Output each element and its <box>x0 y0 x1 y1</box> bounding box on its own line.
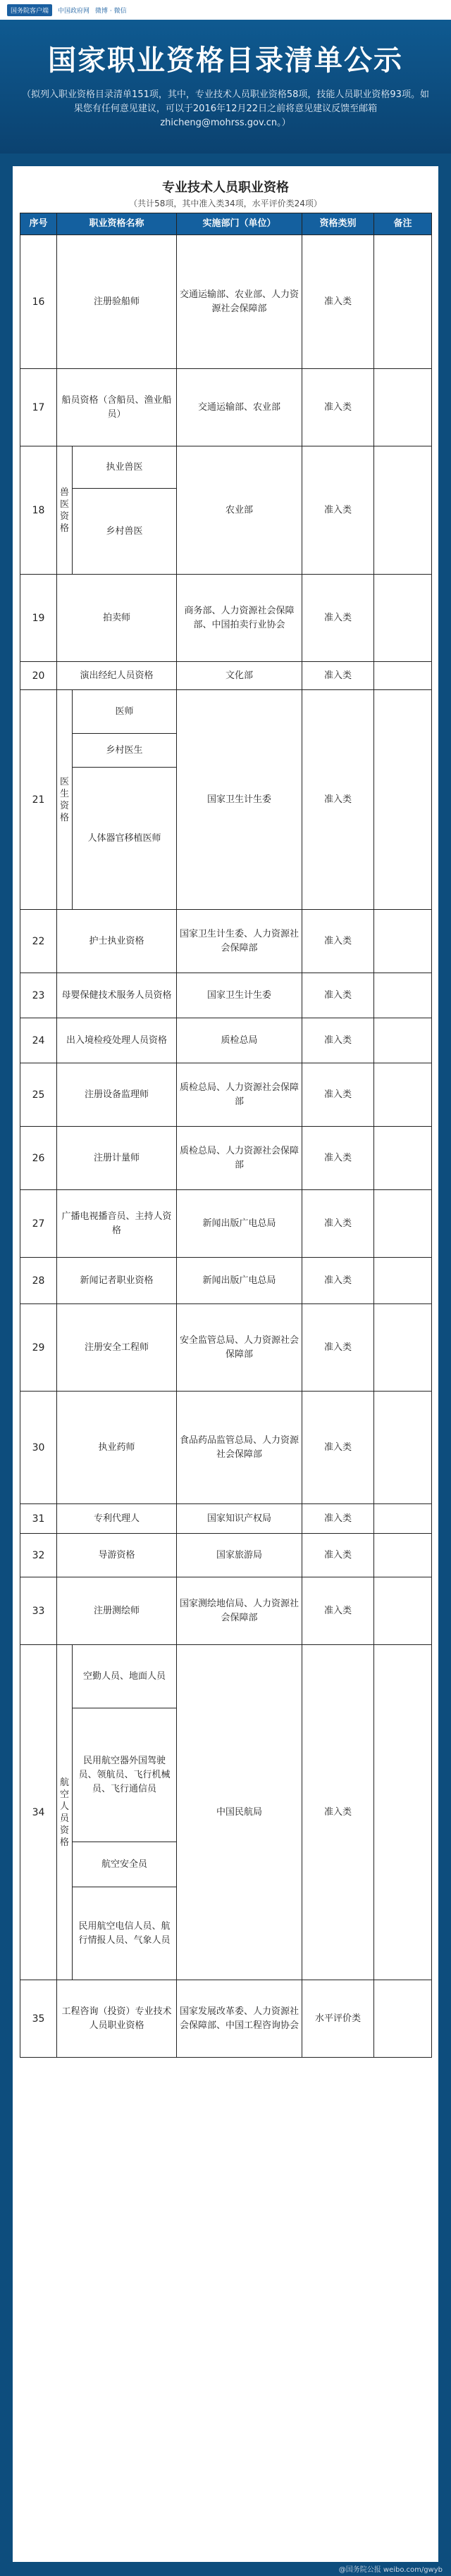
cell-department: 农业部 <box>177 446 302 575</box>
intro-note: （拟列入职业资格目录清单151项，其中，专业技术人员职业资格58项，技能人员职业资格93项。如果您有任何意见建议，可以于2016年12月22日之前将意见建议反馈至邮箱zhicheng@mohrss.gov.cn。） <box>22 89 429 128</box>
cell-department: 国家卫生计生委 <box>177 690 302 910</box>
cell-qualification-name: 船员资格（含船员、渔业船员） <box>57 369 177 446</box>
cell-department: 新闻出版广电总局 <box>177 1258 302 1304</box>
cell-number: 25 <box>20 1063 57 1127</box>
cell-category: 准入类 <box>302 1534 374 1577</box>
cell-department: 交通运输部、农业部、人力资源社会保障部 <box>177 235 302 369</box>
cell-number: 16 <box>20 235 57 369</box>
app-logo: 国务院客户端 <box>7 4 52 16</box>
cell-number: 34 <box>20 1645 57 1980</box>
watermark-text: @国务院公报 weibo.com/gwyb <box>338 2566 443 2574</box>
cell-department: 质检总局、人力资源社会保障部 <box>177 1063 302 1127</box>
cell-department: 国家测绘地信局、人力资源社会保障部 <box>177 1577 302 1645</box>
cell-qualification-name: 执业药师 <box>57 1392 177 1504</box>
header-name: 职业资格名称 <box>57 213 177 235</box>
cell-category: 准入类 <box>302 1127 374 1190</box>
cell-remark <box>374 1980 432 2058</box>
section-title: 专业技术人员职业资格 <box>162 180 289 195</box>
cell-sub-qualification: 民用航空电信人员、航行情报人员、气象人员 <box>73 1887 177 1980</box>
table-row <box>20 1577 432 1645</box>
cell-remark <box>374 690 432 910</box>
table-row <box>20 1392 432 1504</box>
table-row <box>20 1063 432 1127</box>
cell-remark <box>374 1018 432 1063</box>
cell-remark <box>374 575 432 662</box>
cell-number: 23 <box>20 973 57 1018</box>
cell-department: 新闻出版广电总局 <box>177 1190 302 1258</box>
cell-department: 国家知识产权局 <box>177 1504 302 1534</box>
cell-number: 22 <box>20 910 57 973</box>
cell-sub-qualification: 航空安全员 <box>73 1842 177 1887</box>
cell-category: 准入类 <box>302 235 374 369</box>
table-row <box>20 446 432 489</box>
cell-department: 安全监管总局、人力资源社会保障部 <box>177 1304 302 1392</box>
cell-qualification-name: 专利代理人 <box>57 1504 177 1534</box>
cell-qualification-name: 护士执业资格 <box>57 910 177 973</box>
cell-category: 准入类 <box>302 1304 374 1392</box>
cell-qualification-name: 注册设备监理师 <box>57 1063 177 1127</box>
cell-sub-qualification: 人体器官移植医师 <box>73 768 177 910</box>
cell-category: 准入类 <box>302 1577 374 1645</box>
cell-qualification-name: 拍卖师 <box>57 575 177 662</box>
cell-number: 19 <box>20 575 57 662</box>
cell-number: 26 <box>20 1127 57 1190</box>
cell-qualification-name: 母婴保健技术服务人员资格 <box>57 973 177 1018</box>
cell-department: 中国民航局 <box>177 1645 302 1980</box>
table-row <box>20 1190 432 1258</box>
table-row <box>20 369 432 446</box>
table-row <box>20 690 432 734</box>
cell-category: 准入类 <box>302 973 374 1018</box>
hero-banner <box>0 20 451 154</box>
cell-category: 准入类 <box>302 1258 374 1304</box>
cell-remark <box>374 1577 432 1645</box>
cell-number: 21 <box>20 690 57 910</box>
cell-qualification-name: 新闻记者职业资格 <box>57 1258 177 1304</box>
cell-department: 国家旅游局 <box>177 1534 302 1577</box>
cell-remark <box>374 1127 432 1190</box>
cell-number: 17 <box>20 369 57 446</box>
table-row <box>20 1127 432 1190</box>
cell-qualification-name: 出入境检疫处理人员资格 <box>57 1018 177 1063</box>
cell-sub-qualification: 乡村兽医 <box>73 489 177 575</box>
cell-remark <box>374 1645 432 1980</box>
cell-category: 准入类 <box>302 1018 374 1063</box>
cell-category: 准入类 <box>302 1504 374 1534</box>
cell-category: 准入类 <box>302 369 374 446</box>
cell-remark <box>374 369 432 446</box>
cell-number: 33 <box>20 1577 57 1645</box>
table-row <box>20 1534 432 1577</box>
social-links[interactable]: 微博 · 微信 <box>95 7 127 15</box>
cell-department: 国家发展改革委、人力资源社会保障部、中国工程咨询协会 <box>177 1980 302 2058</box>
table-row <box>20 1304 432 1392</box>
header-no: 序号 <box>20 213 57 235</box>
cell-category: 准入类 <box>302 575 374 662</box>
cell-qualification-name: 注册测绘师 <box>57 1577 177 1645</box>
cell-sub-qualification: 民用航空器外国驾驶员、领航员、飞行机械员、飞行通信员 <box>73 1708 177 1842</box>
cell-remark <box>374 1063 432 1127</box>
cell-category: 准入类 <box>302 1063 374 1127</box>
cell-category: 准入类 <box>302 1392 374 1504</box>
cell-sub-qualification: 医师 <box>73 690 177 734</box>
cell-qualification-name: 注册安全工程师 <box>57 1304 177 1392</box>
cell-category: 准入类 <box>302 1645 374 1980</box>
cell-qualification-name: 广播电视播音员、主持人资格 <box>57 1190 177 1258</box>
section-subtitle: （共计58项，其中准入类34项，水平评价类24项） <box>129 199 322 208</box>
cell-number: 30 <box>20 1392 57 1504</box>
cell-department: 商务部、人力资源社会保障部、中国拍卖行业协会 <box>177 575 302 662</box>
table-row <box>20 662 432 690</box>
cell-department: 文化部 <box>177 662 302 690</box>
cell-department: 质检总局、人力资源社会保障部 <box>177 1127 302 1190</box>
cell-remark <box>374 662 432 690</box>
cell-remark <box>374 910 432 973</box>
table-row <box>20 1645 432 1708</box>
cell-category: 准入类 <box>302 1190 374 1258</box>
cell-sub-qualification: 乡村医生 <box>73 734 177 768</box>
cell-number: 18 <box>20 446 57 575</box>
cell-qualification-name: 工程咨询（投资）专业技术人员职业资格 <box>57 1980 177 2058</box>
cell-department: 交通运输部、农业部 <box>177 369 302 446</box>
cell-sub-qualification: 空勤人员、地面人员 <box>73 1645 177 1708</box>
cell-category: 准入类 <box>302 662 374 690</box>
cell-number: 20 <box>20 662 57 690</box>
cell-department: 食品药品监管总局、人力资源社会保障部 <box>177 1392 302 1504</box>
cell-sub-qualification: 执业兽医 <box>73 446 177 489</box>
cell-number: 28 <box>20 1258 57 1304</box>
cell-remark <box>374 1504 432 1534</box>
cell-qualification-name: 注册计量师 <box>57 1127 177 1190</box>
cell-number: 31 <box>20 1504 57 1534</box>
cell-number: 24 <box>20 1018 57 1063</box>
top-bar <box>0 0 451 20</box>
page-title: 国家职业资格目录清单公示 <box>48 44 403 77</box>
table-row <box>20 1258 432 1304</box>
cell-remark <box>374 1304 432 1392</box>
header-type: 资格类别 <box>302 213 374 235</box>
cell-number: 35 <box>20 1980 57 2058</box>
cell-remark <box>374 973 432 1018</box>
cell-remark <box>374 1392 432 1504</box>
cell-group-name: 兽医资格 <box>57 446 73 575</box>
cell-group-name: 医生资格 <box>57 690 73 910</box>
table-row <box>20 575 432 662</box>
cell-remark <box>374 1258 432 1304</box>
cell-remark <box>374 1190 432 1258</box>
table-row <box>20 1018 432 1063</box>
cell-qualification-name: 导游资格 <box>57 1534 177 1577</box>
cell-qualification-name: 注册验船师 <box>57 235 177 369</box>
table-row <box>20 910 432 973</box>
cell-category: 水平评价类 <box>302 1980 374 2058</box>
table-row <box>20 1980 432 2058</box>
site-name: 中国政府网 <box>58 7 90 15</box>
cell-category: 准入类 <box>302 446 374 575</box>
cell-department: 质检总局 <box>177 1018 302 1063</box>
table-row <box>20 973 432 1018</box>
cell-category: 准入类 <box>302 690 374 910</box>
table-header-row <box>20 213 432 235</box>
header-remark: 备注 <box>374 213 432 235</box>
cell-number: 32 <box>20 1534 57 1577</box>
qualification-table <box>20 213 432 2058</box>
cell-number: 29 <box>20 1304 57 1392</box>
table-row <box>20 1504 432 1534</box>
cell-remark <box>374 446 432 575</box>
document-sheet <box>13 166 438 2562</box>
cell-number: 27 <box>20 1190 57 1258</box>
cell-group-name: 航空人员资格 <box>57 1645 73 1980</box>
cell-department: 国家卫生计生委、人力资源社会保障部 <box>177 910 302 973</box>
cell-category: 准入类 <box>302 910 374 973</box>
cell-remark <box>374 235 432 369</box>
header-dept: 实施部门（单位） <box>177 213 302 235</box>
cell-qualification-name: 演出经纪人员资格 <box>57 662 177 690</box>
cell-remark <box>374 1534 432 1577</box>
table-row <box>20 235 432 369</box>
cell-department: 国家卫生计生委 <box>177 973 302 1018</box>
